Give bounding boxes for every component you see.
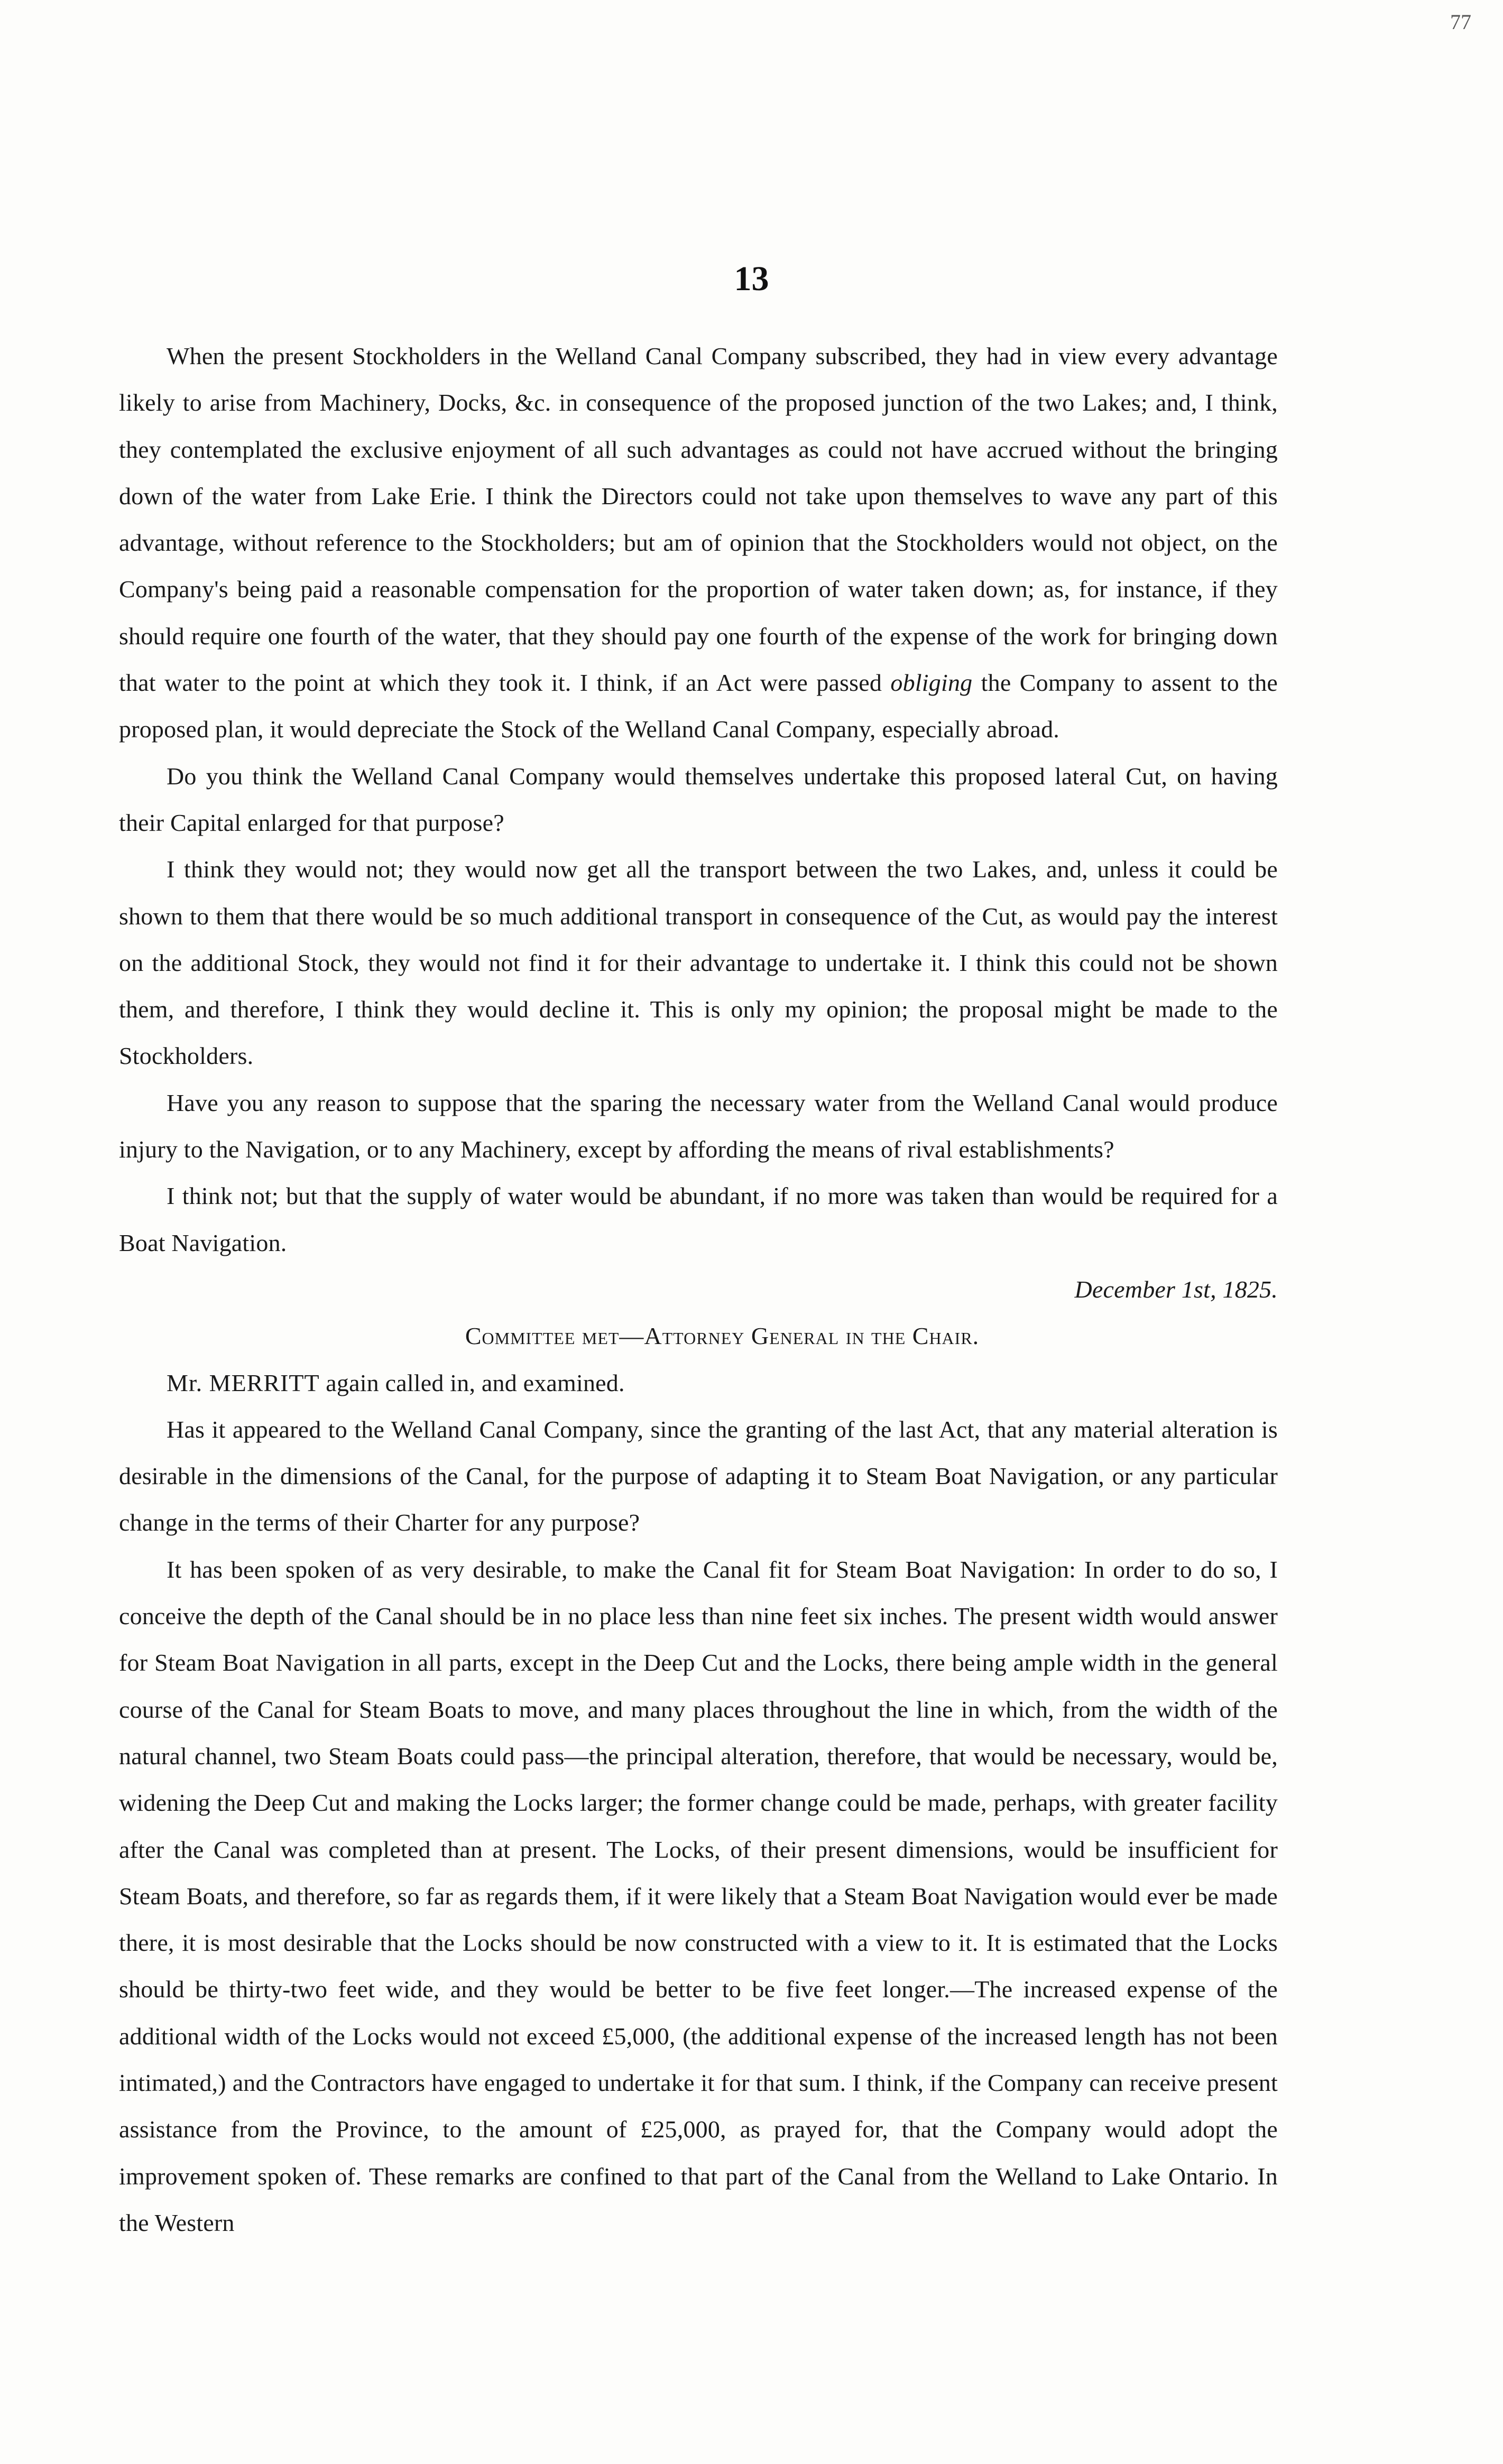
paragraph-question-2: Have you any reason to suppose that the sparing the necessary water from the Welland Canal would produce injury to the Navigation, or to any Machinery, except by affording the means of rival establishments?	[119, 1089, 1278, 1163]
paragraph-answer-3: I think not; but that the supply of water would be abundant, if no more was taken than would be required for a Boat Navigation.	[119, 1182, 1278, 1256]
body-text	[119, 333, 1278, 2246]
date-line: December 1st, 1825.	[1074, 1275, 1278, 1303]
folio-number: 77	[1450, 10, 1471, 34]
paragraph-text: the Company to assent to the proposed plan, it would depreciate the Stock of the Welland Canal Company, especially abroad.	[119, 669, 1278, 743]
speaker-line	[119, 1360, 1278, 1406]
page-number: 13	[734, 260, 769, 298]
emphasis-text: obliging	[890, 669, 973, 697]
paragraph-answer-1	[119, 333, 1278, 753]
speaker-rest: again called in, and examined.	[326, 1369, 625, 1396]
speaker-name: Mr. MERRITT	[167, 1369, 320, 1396]
paragraph-answer-2: I think they would not; they would now get all the transport between the two Lakes, and, unless it could be shown to them that there would be so much additional transport in consequence of the Cut, as would pay the interest on the additional Stock, they would not find it for their advantage to undertake it. I think this could not be shown them, and therefore, I think they would decline it. This is only my opinion; the proposal might be made to the Stockholders.	[119, 856, 1278, 1070]
paragraph-answer-4: It has been spoken of as very desirable, to make the Canal fit for Steam Boat Navigation: In order to do so, I conceive the depth of the Canal should be in no place less than nine feet six inches. The present width would answer for Steam Boat Navigation in all parts, except in the Deep Cut and the Locks, there being ample width in the general course of the Canal for Steam Boats to move, and many places throughout the line in which, from the width of the natural channel, two Steam Boats could pass—the principal alteration, therefore, that would be necessary, would be, widening the Deep Cut and making the Locks larger; the former change could be made, perhaps, with greater facility after the Canal was completed than at present. The Locks, of their present dimensions, would be insufficient for Steam Boats, and therefore, so far as regards them, if it were likely that a Steam Boat Navigation would ever be made there, it is most desirable that the Locks should be now constructed with a view to it. It is estimated that the Locks should be thirty-two feet wide, and they would be better to be five feet longer.—The increased expense of the additional width of the Locks would not exceed £5,000, (the additional expense of the increased length has not been intimated,) and the Contractors have engaged to undertake it for that sum. I think, if the Company can receive present assistance from the Province, to the amount of £25,000, as prayed for, that the Company would adopt the improvement spoken of. These remarks are confined to that part of the Canal from the Welland to Lake Ontario. In the Western	[119, 1555, 1278, 2236]
committee-heading: Committee met—Attorney General in the Chair.	[465, 1322, 980, 1350]
paragraph-question-3: Has it appeared to the Welland Canal Company, since the granting of the last Act, that any material alteration is desirable in the dimensions of the Canal, for the purpose of adapting it to Steam Boat Navigation, or any particular change in the terms of their Charter for any purpose?	[119, 1415, 1278, 1536]
paragraph-question-1: Do you think the Welland Canal Company would themselves undertake this proposed lateral Cut, on having their Capital enlarged for that purpose?	[119, 762, 1278, 836]
paragraph-text: When the present Stockholders in the Welland Canal Company subscribed, they had in view every advantage likely to arise from Machinery, Docks, &c. in consequence of the proposed junction of the two Lakes; and, I think, they contemplated the exclusive enjoyment of all such advantages as could not have accrued without the bringing down of the water from Lake Erie. I think the Directors could not take upon themselves to wave any part of this advantage, without reference to the Stockholders; but am of opinion that the Stockholders would not object, on the Company's being paid a reasonable compensation for the proportion of water taken down; as, for instance, if they should require one fourth of the water, that they should pay one fourth of the expense of the work for bringing down that water to the point at which they took it. I think, if an Act were passed	[119, 342, 1278, 697]
